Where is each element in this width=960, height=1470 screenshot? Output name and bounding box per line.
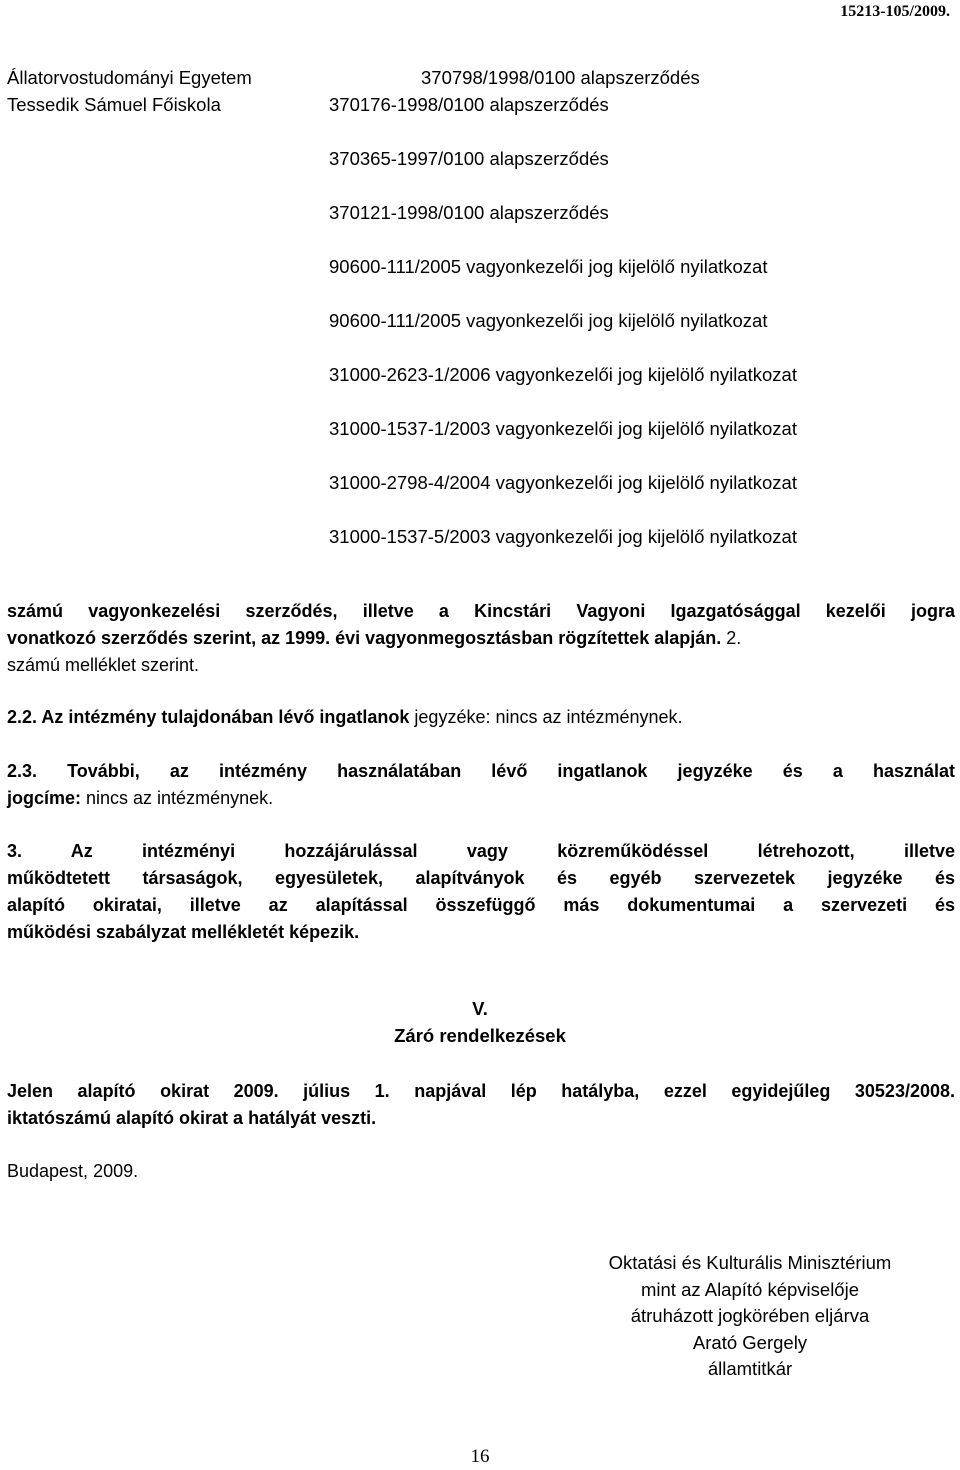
section-number: V. (472, 998, 488, 1019)
section-3-line: 3. Az intézményi hozzájárulással vagy közreműködéssel létrehozott, illetve (7, 841, 955, 861)
paragraph-bold-text: vonatkozó szerződés szerint, az 1999. évi vagyonmegosztásban rögzítettek alapján. (7, 628, 722, 648)
signature-line: mint az Alapító képviselője (640, 1278, 859, 1300)
section-3-line: működési szabályzat mellékletét képezik. (7, 922, 360, 942)
contract-reference: 370121-1998/0100 alapszerződés (329, 202, 609, 223)
section-2-3-line: 2.3. További, az intézmény használatában lévő ingatlanok jegyzéke és a használat (7, 761, 955, 781)
page-number: 16 (470, 1446, 490, 1467)
signature-line: átruházott jogkörében eljárva (630, 1305, 870, 1326)
closing-line: iktatószámú alapító okirat a hatályát veszti. (7, 1108, 377, 1128)
contract-reference: 370798/1998/0100 alapszerződés (421, 67, 700, 88)
institution-name: Állatorvostudományi Egyetem (7, 67, 252, 88)
place-date: Budapest, 2009. (7, 1161, 139, 1181)
section-2-3-line (7, 787, 955, 809)
contract-reference: 90600-111/2005 vagyonkezelői jog kijelölő nyilatkozat (329, 256, 768, 277)
section-text: jegyzéke: nincs az intézménynek. (409, 707, 683, 727)
contract-reference: 370176-1998/0100 alapszerződés (329, 94, 609, 115)
paragraph-text: 2. (721, 628, 742, 648)
signature-line: Arató Gergely (692, 1331, 808, 1353)
document-number: 15213-105/2009. (840, 3, 950, 20)
section-3-line: működtetett társaságok, egyesületek, alapítványok és egyéb szervezetek jegyzéke és (7, 868, 955, 888)
section-text: nincs az intézménynek. (81, 788, 274, 808)
signature-line: államtitkár (707, 1358, 793, 1379)
paragraph-line (7, 627, 955, 649)
paragraph-line: számú melléklet szerint. (7, 655, 200, 675)
contract-reference: 31000-2623-1/2006 vagyonkezelői jog kijelölő nyilatkozat (329, 364, 797, 385)
contract-reference: 370365-1997/0100 alapszerződés (329, 148, 609, 169)
contract-reference: 31000-2798-4/2004 vagyonkezelői jog kijelölő nyilatkozat (329, 472, 797, 493)
section-heading: 2.2. Az intézmény tulajdonában lévő ingatlanok (7, 707, 410, 727)
section-3-line: alapító okiratai, illetve az alapítással összefüggő más dokumentumai a szervezeti és (7, 895, 955, 915)
contract-reference: 31000-1537-5/2003 vagyonkezelői jog kijelölő nyilatkozat (329, 526, 797, 547)
section-heading: jogcíme: (7, 788, 82, 808)
section-2-2 (7, 706, 955, 728)
institution-name: Tessedik Sámuel Főiskola (7, 94, 221, 115)
contract-reference: 90600-111/2005 vagyonkezelői jog kijelölő nyilatkozat (329, 310, 768, 331)
closing-line: Jelen alapító okirat 2009. július 1. napjával lép hatályba, ezzel egyidejűleg 30523/2008. (7, 1081, 955, 1101)
paragraph-line: számú vagyonkezelési szerződés, illetve a Kincstári Vagyoni Igazgatósággal kezelői jogra (7, 601, 955, 621)
contract-reference: 31000-1537-1/2003 vagyonkezelői jog kijelölő nyilatkozat (329, 418, 797, 439)
section-title: Záró rendelkezések (394, 1025, 566, 1046)
signature-line: Oktatási és Kulturális Minisztérium (608, 1252, 892, 1273)
signature-block (540, 1250, 960, 1383)
